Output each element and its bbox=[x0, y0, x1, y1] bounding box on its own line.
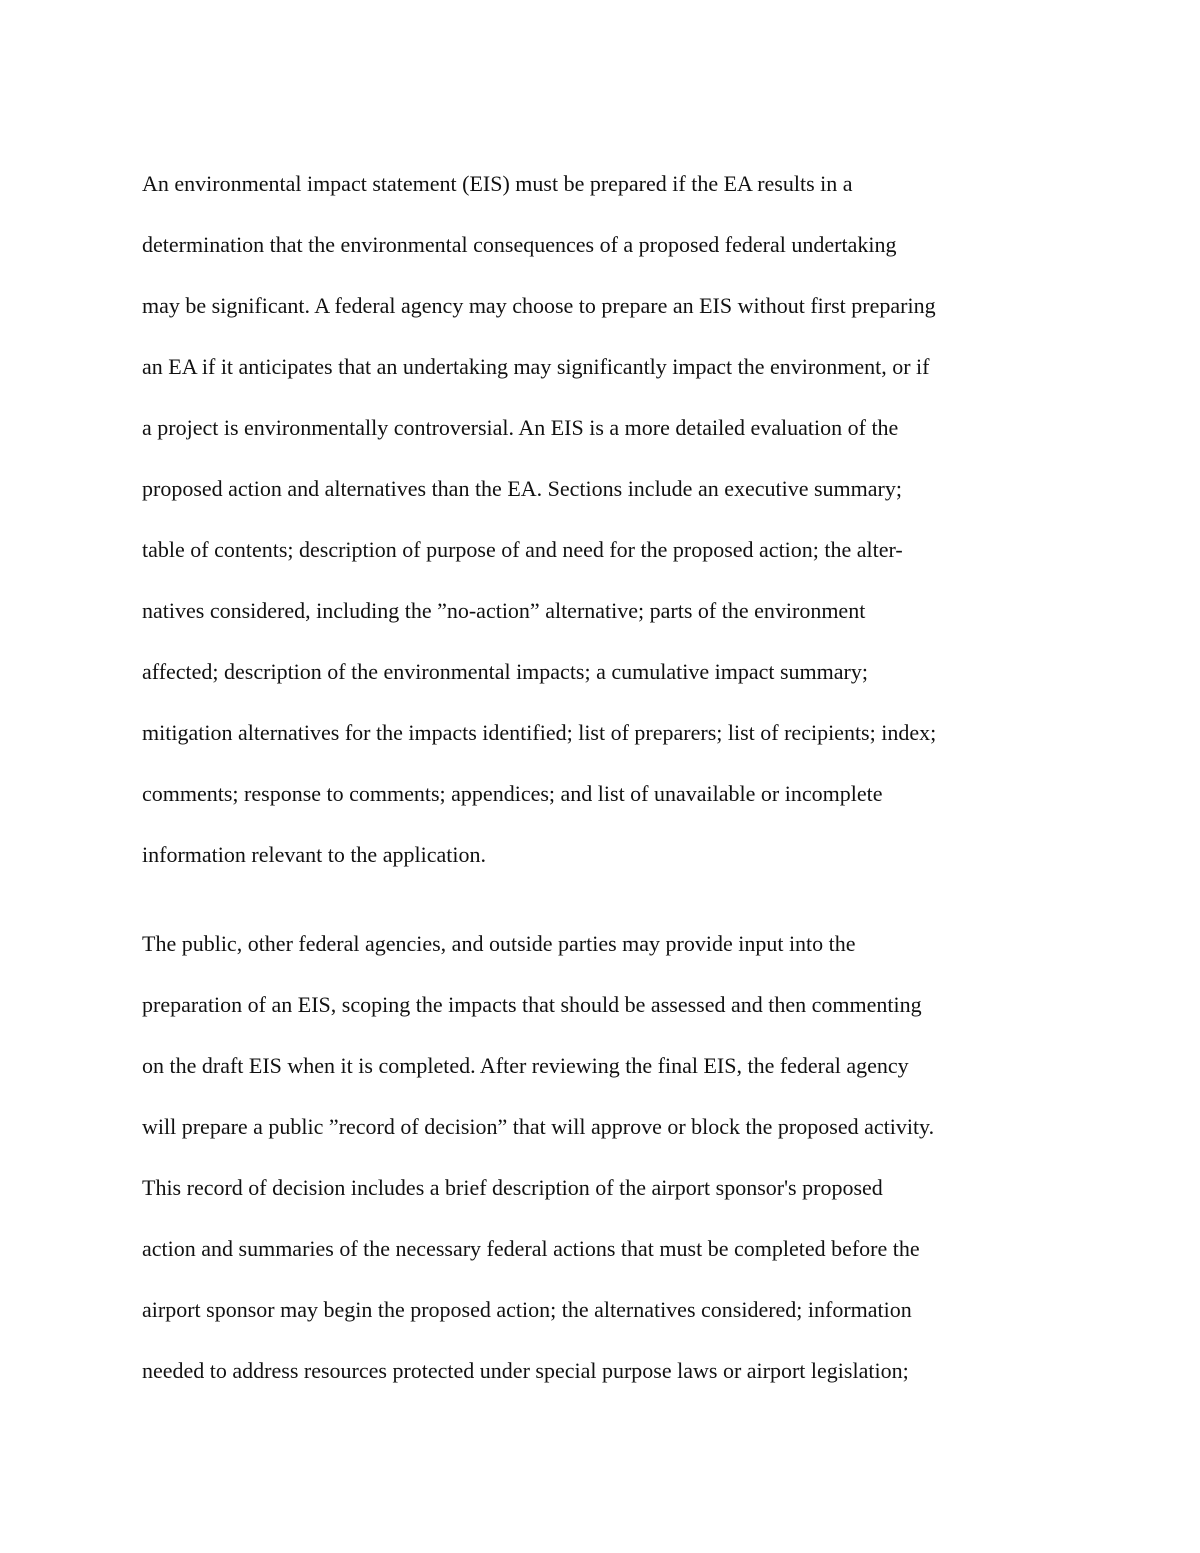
text-line: a project is environmentally controversial. An EIS is a more detailed evaluation of the bbox=[142, 415, 899, 440]
text-line: proposed action and alternatives than the EA. Sections include an executive summary; bbox=[142, 476, 902, 501]
text-line: mitigation alternatives for the impacts identified; list of preparers; list of recipients; index; bbox=[142, 720, 937, 745]
text-line: natives considered, including the ”no-action” alternative; parts of the environment bbox=[142, 598, 866, 623]
text-line: An environmental impact statement (EIS) must be prepared if the EA results in a bbox=[142, 171, 853, 196]
text-line: The public, other federal agencies, and outside parties may provide input into the bbox=[142, 931, 856, 956]
text-line: This record of decision includes a brief description of the airport sponsor's proposed bbox=[142, 1175, 883, 1200]
text-line: an EA if it anticipates that an undertaking may significantly impact the environment, or if bbox=[142, 354, 930, 379]
text-line: action and summaries of the necessary federal actions that must be completed before the bbox=[142, 1236, 920, 1261]
text-line: needed to address resources protected under special purpose laws or airport legislation; bbox=[142, 1358, 909, 1383]
text-line: on the draft EIS when it is completed. After reviewing the final EIS, the federal agency bbox=[142, 1053, 909, 1078]
text-line: may be significant. A federal agency may choose to prepare an EIS without first preparing bbox=[142, 293, 936, 318]
text-line: information relevant to the application. bbox=[142, 842, 486, 867]
text-line: airport sponsor may begin the proposed action; the alternatives considered; information bbox=[142, 1297, 912, 1322]
text-line: table of contents; description of purpose of and need for the proposed action; the alter- bbox=[142, 537, 903, 562]
text-line: comments; response to comments; appendices; and list of unavailable or incomplete bbox=[142, 781, 883, 806]
text-line: preparation of an EIS, scoping the impacts that should be assessed and then commenting bbox=[142, 992, 922, 1017]
text-line: determination that the environmental consequences of a proposed federal undertaking bbox=[142, 232, 897, 257]
text-line: affected; description of the environmental impacts; a cumulative impact summary; bbox=[142, 659, 868, 684]
text-line: will prepare a public ”record of decision” that will approve or block the proposed activity. bbox=[142, 1114, 935, 1139]
